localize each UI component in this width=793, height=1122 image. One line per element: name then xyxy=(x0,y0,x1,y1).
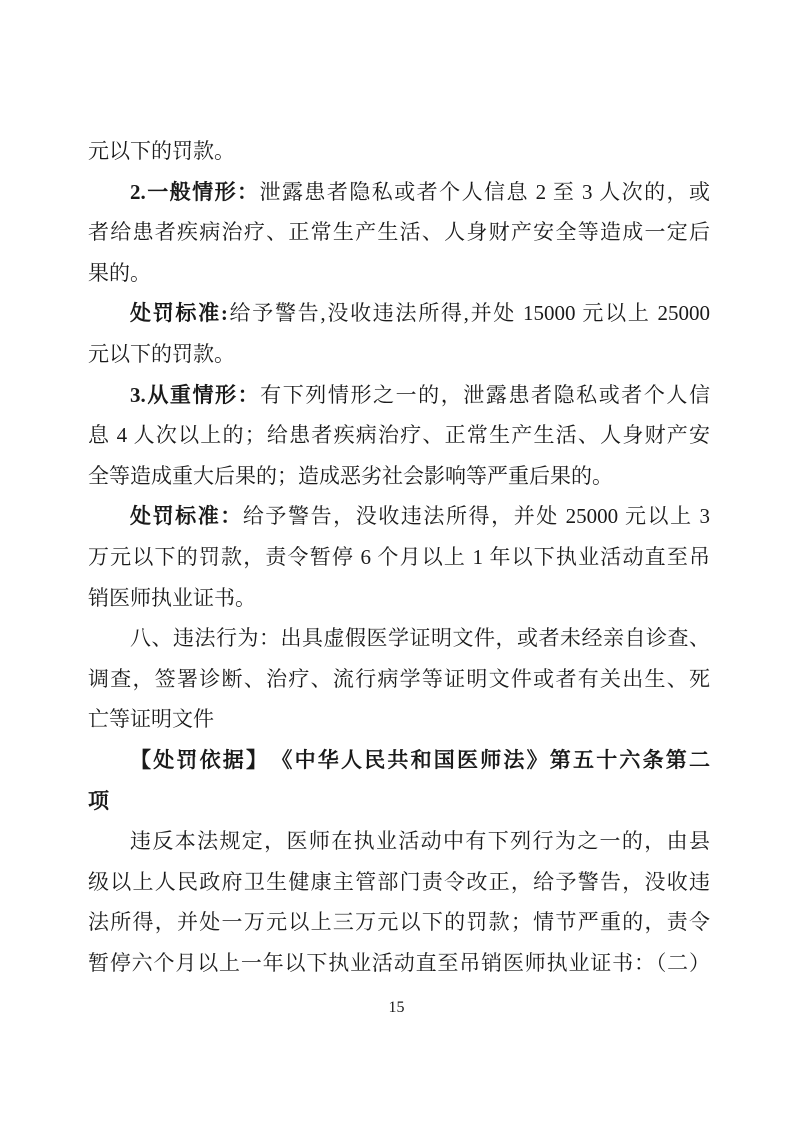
text-line xyxy=(88,375,710,416)
text-line xyxy=(88,699,710,740)
text-run: 有下列情形之一的，泄露患者隐私或者个人信 xyxy=(260,382,711,407)
bold-run: 处罚标准： xyxy=(130,504,243,529)
text-run: 泄露患者隐私或者个人信息 2 至 3 人次的，或 xyxy=(259,179,711,204)
text-line xyxy=(88,902,710,943)
text-line xyxy=(88,456,710,497)
text-line xyxy=(88,131,710,172)
text-line xyxy=(88,943,710,984)
text-line xyxy=(88,578,710,619)
text-line xyxy=(88,253,710,294)
text-line xyxy=(88,618,710,659)
text-run: 息 4 人次以上的；给患者疾病治疗、正常生产生活、人身财产安 xyxy=(88,423,710,448)
text-run: 亡等证明文件 xyxy=(88,707,214,732)
page-number: 15 xyxy=(388,999,405,1016)
text-run: 销医师执业证书。 xyxy=(88,585,256,610)
text-line xyxy=(88,415,710,456)
text-line xyxy=(88,659,710,700)
text-run: 级以上人民政府卫生健康主管部门责令改正，给予警告，没收违 xyxy=(88,869,710,894)
text-line xyxy=(88,821,710,862)
text-line xyxy=(88,172,710,213)
text-line xyxy=(88,212,710,253)
text-block xyxy=(88,131,710,983)
text-run: 万元以下的罚款，责令暂停 6 个月以上 1 年以下执业活动直至吊 xyxy=(88,544,710,569)
bold-run: 2.一般情形： xyxy=(130,179,260,204)
text-line xyxy=(88,334,710,375)
text-run: 法所得，并处一万元以上三万元以下的罚款；情节严重的，责令 xyxy=(88,910,710,935)
text-run: 调查，签署诊断、治疗、流行病学等证明文件或者有关出生、死 xyxy=(88,666,710,691)
text-line xyxy=(88,781,710,822)
bold-run: 项 xyxy=(88,788,109,813)
text-line xyxy=(88,740,710,781)
text-run: 八、违法行为：出具虚假医学证明文件，或者未经亲自诊查、 xyxy=(130,626,710,651)
text-run: 暂停六个月以上一年以下执业活动直至吊销医师执业证书：（二） xyxy=(88,950,710,975)
text-run: 者给患者疾病治疗、正常生产生活、人身财产安全等造成一定后 xyxy=(88,220,710,245)
text-run: 果的。 xyxy=(88,260,151,285)
text-line xyxy=(88,293,710,334)
bold-run: 【处罚依据】 《中华人民共和国医师法》第五十六条第二 xyxy=(130,747,710,772)
text-run: 元以下的罚款。 xyxy=(88,341,235,366)
bold-run: 3.从重情形： xyxy=(130,382,261,407)
text-run: 违反本法规定，医师在执业活动中有下列行为之一的，由县 xyxy=(130,829,710,854)
text-line xyxy=(88,862,710,903)
bold-run: 处罚标准: xyxy=(130,301,228,326)
text-line xyxy=(88,537,710,578)
text-run: 全等造成重大后果的；造成恶劣社会影响等严重后果的。 xyxy=(88,463,613,488)
text-line xyxy=(88,496,710,537)
text-run: 给予警告,没收违法所得,并处 15000 元以上 25000 xyxy=(227,301,711,326)
text-run: 给予警告，没收违法所得，并处 25000 元以上 3 xyxy=(242,504,711,529)
text-run: 元以下的罚款。 xyxy=(88,139,235,163)
